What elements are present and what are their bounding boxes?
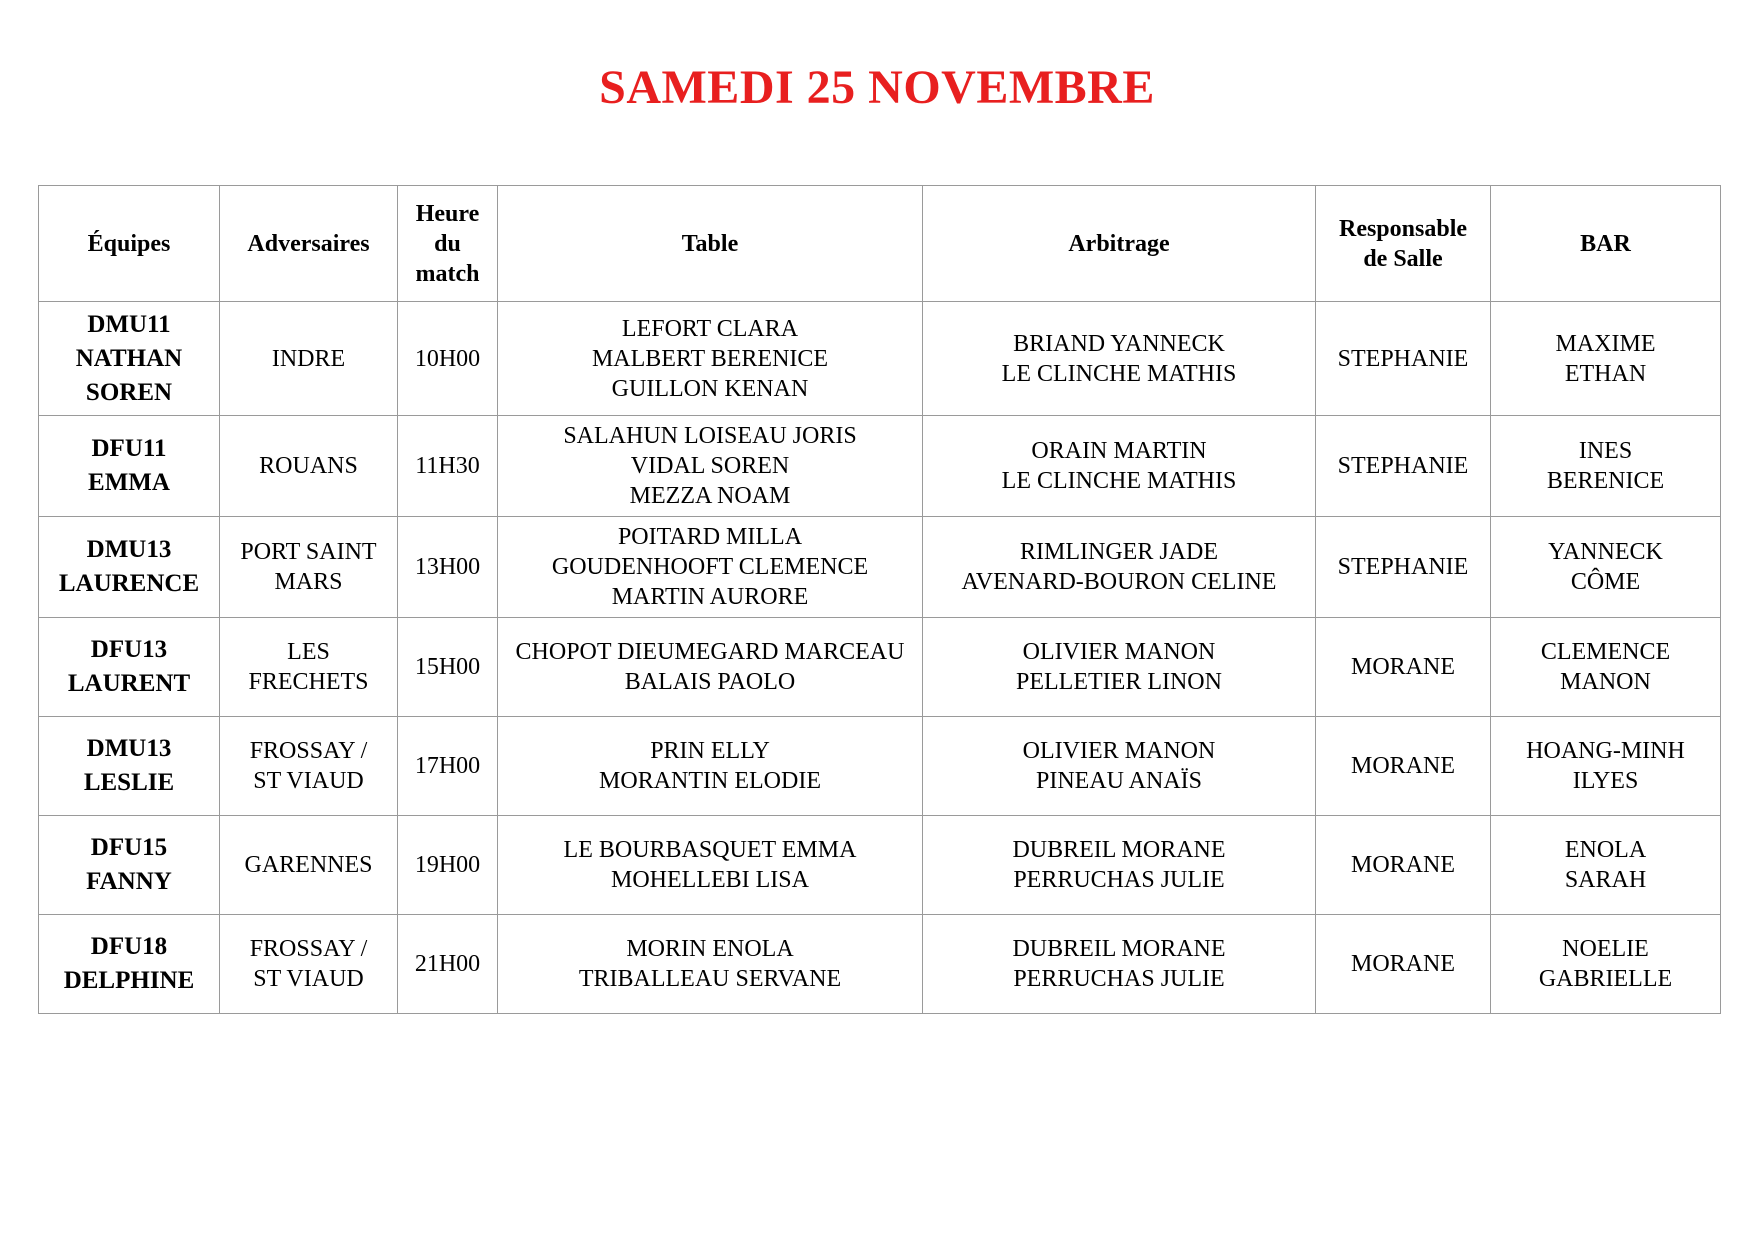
cell-table: SALAHUN LOISEAU JORIS VIDAL SOREN MEZZA NOAM <box>498 416 923 517</box>
cell-arbitrage: BRIAND YANNECK LE CLINCHE MATHIS <box>923 302 1316 416</box>
cell-heure: 21H00 <box>398 915 498 1014</box>
cell-table: POITARD MILLA GOUDENHOOFT CLEMENCE MARTIN AURORE <box>498 517 923 618</box>
cell-adversaire: FROSSAY / ST VIAUD <box>220 717 398 816</box>
table-row <box>39 816 1721 915</box>
cell-adversaire: LES FRECHETS <box>220 618 398 717</box>
cell-responsable: STEPHANIE <box>1316 416 1491 517</box>
table-row <box>39 618 1721 717</box>
cell-table: PRIN ELLY MORANTIN ELODIE <box>498 717 923 816</box>
cell-heure: 10H00 <box>398 302 498 416</box>
header-row <box>39 186 1721 302</box>
cell-responsable: MORANE <box>1316 618 1491 717</box>
cell-heure: 17H00 <box>398 717 498 816</box>
cell-bar: ENOLA SARAH <box>1491 816 1721 915</box>
cell-responsable: MORANE <box>1316 717 1491 816</box>
cell-table: CHOPOT DIEUMEGARD MARCEAU BALAIS PAOLO <box>498 618 923 717</box>
cell-equipe: DMU13 LESLIE <box>39 717 220 816</box>
cell-arbitrage: RIMLINGER JADE AVENARD-BOURON CELINE <box>923 517 1316 618</box>
header-equipes: Équipes <box>39 186 220 302</box>
header-responsable: Responsable de Salle <box>1316 186 1491 302</box>
cell-bar: HOANG-MINH ILYES <box>1491 717 1721 816</box>
page-title: SAMEDI 25 NOVEMBRE <box>599 61 1155 114</box>
cell-table: MORIN ENOLA TRIBALLEAU SERVANE <box>498 915 923 1014</box>
cell-arbitrage: OLIVIER MANON PELLETIER LINON <box>923 618 1316 717</box>
cell-adversaire: FROSSAY / ST VIAUD <box>220 915 398 1014</box>
cell-responsable: MORANE <box>1316 816 1491 915</box>
header-bar: BAR <box>1491 186 1721 302</box>
header-table: Table <box>498 186 923 302</box>
cell-arbitrage: DUBREIL MORANE PERRUCHAS JULIE <box>923 915 1316 1014</box>
cell-equipe: DFU18 DELPHINE <box>39 915 220 1014</box>
schedule-table <box>38 185 1721 1014</box>
cell-heure: 11H30 <box>398 416 498 517</box>
cell-arbitrage: OLIVIER MANON PINEAU ANAÏS <box>923 717 1316 816</box>
cell-bar: CLEMENCE MANON <box>1491 618 1721 717</box>
header-adversaires: Adversaires <box>220 186 398 302</box>
cell-equipe: DFU15 FANNY <box>39 816 220 915</box>
cell-adversaire: INDRE <box>220 302 398 416</box>
cell-equipe: DFU11 EMMA <box>39 416 220 517</box>
cell-responsable: STEPHANIE <box>1316 302 1491 416</box>
cell-equipe: DFU13 LAURENT <box>39 618 220 717</box>
cell-bar: MAXIME ETHAN <box>1491 302 1721 416</box>
cell-bar: INES BERENICE <box>1491 416 1721 517</box>
cell-table: LE BOURBASQUET EMMA MOHELLEBI LISA <box>498 816 923 915</box>
header-heure: Heure du match <box>398 186 498 302</box>
cell-arbitrage: DUBREIL MORANE PERRUCHAS JULIE <box>923 816 1316 915</box>
cell-heure: 15H00 <box>398 618 498 717</box>
table-row <box>39 416 1721 517</box>
table-row <box>39 517 1721 618</box>
cell-heure: 13H00 <box>398 517 498 618</box>
cell-heure: 19H00 <box>398 816 498 915</box>
cell-responsable: MORANE <box>1316 915 1491 1014</box>
cell-adversaire: ROUANS <box>220 416 398 517</box>
cell-bar: NOELIE GABRIELLE <box>1491 915 1721 1014</box>
cell-responsable: STEPHANIE <box>1316 517 1491 618</box>
cell-table: LEFORT CLARA MALBERT BERENICE GUILLON KENAN <box>498 302 923 416</box>
table-row <box>39 717 1721 816</box>
cell-adversaire: PORT SAINT MARS <box>220 517 398 618</box>
cell-equipe: DMU13 LAURENCE <box>39 517 220 618</box>
header-arbitrage: Arbitrage <box>923 186 1316 302</box>
cell-bar: YANNECK CÔME <box>1491 517 1721 618</box>
cell-adversaire: GARENNES <box>220 816 398 915</box>
cell-equipe: DMU11 NATHAN SOREN <box>39 302 220 416</box>
table-row <box>39 915 1721 1014</box>
table-row <box>39 302 1721 416</box>
cell-arbitrage: ORAIN MARTIN LE CLINCHE MATHIS <box>923 416 1316 517</box>
